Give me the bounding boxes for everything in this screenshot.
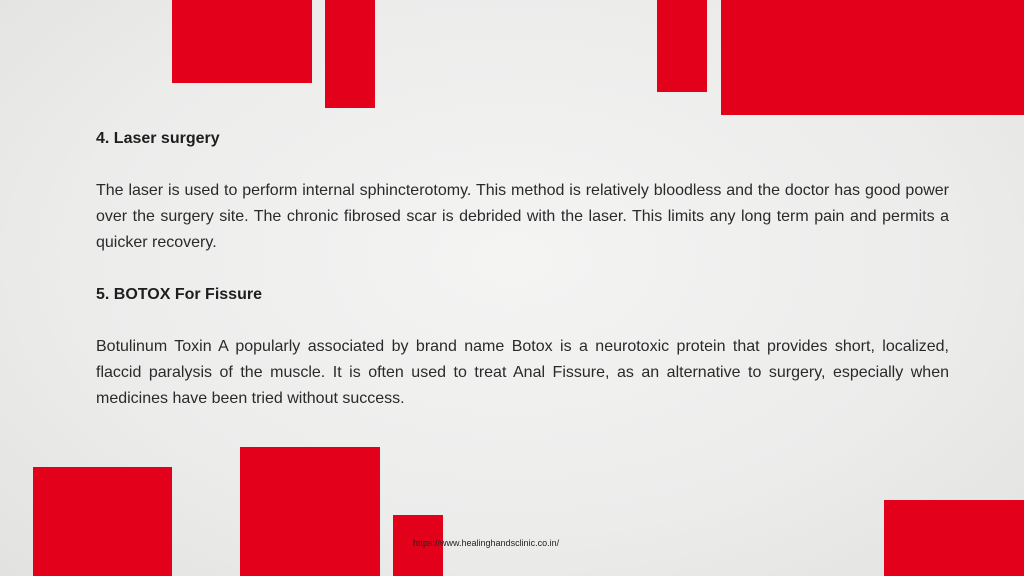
decor-block-bottom-2 (240, 447, 380, 576)
section-heading-laser-surgery: 4. Laser surgery (96, 130, 220, 147)
decor-block-top-2 (325, 0, 375, 108)
section-body-laser-surgery: The laser is used to perform internal sphincterotomy. This method is relatively bloodless and the doctor has good power over the surgery site. The chronic fibrosed scar is debrided with the laser. This limits any long term pain and permits a quicker recovery. (96, 182, 949, 251)
section-body-botox: Botulinum Toxin A popularly associated by brand name Botox is a neurotoxic protein that provides short, localized, flaccid paralysis of the muscle. It is often used to treat Anal Fissure, as an alternative to surgery, especially when medicines have been tried without success. (96, 338, 949, 407)
decor-block-top-4 (721, 0, 1024, 115)
decor-block-top-1 (172, 0, 312, 83)
decor-block-bottom-4 (884, 500, 1024, 576)
slide-content (96, 126, 949, 412)
footer-website-link[interactable]: https://www.healinghandsclinic.co.in/ (413, 538, 560, 548)
section-heading-botox: 5. BOTOX For Fissure (96, 286, 262, 303)
spacer (96, 308, 949, 334)
spacer (96, 256, 949, 282)
decor-block-bottom-1 (33, 467, 172, 576)
decor-block-top-3 (657, 0, 707, 92)
spacer (96, 152, 949, 178)
